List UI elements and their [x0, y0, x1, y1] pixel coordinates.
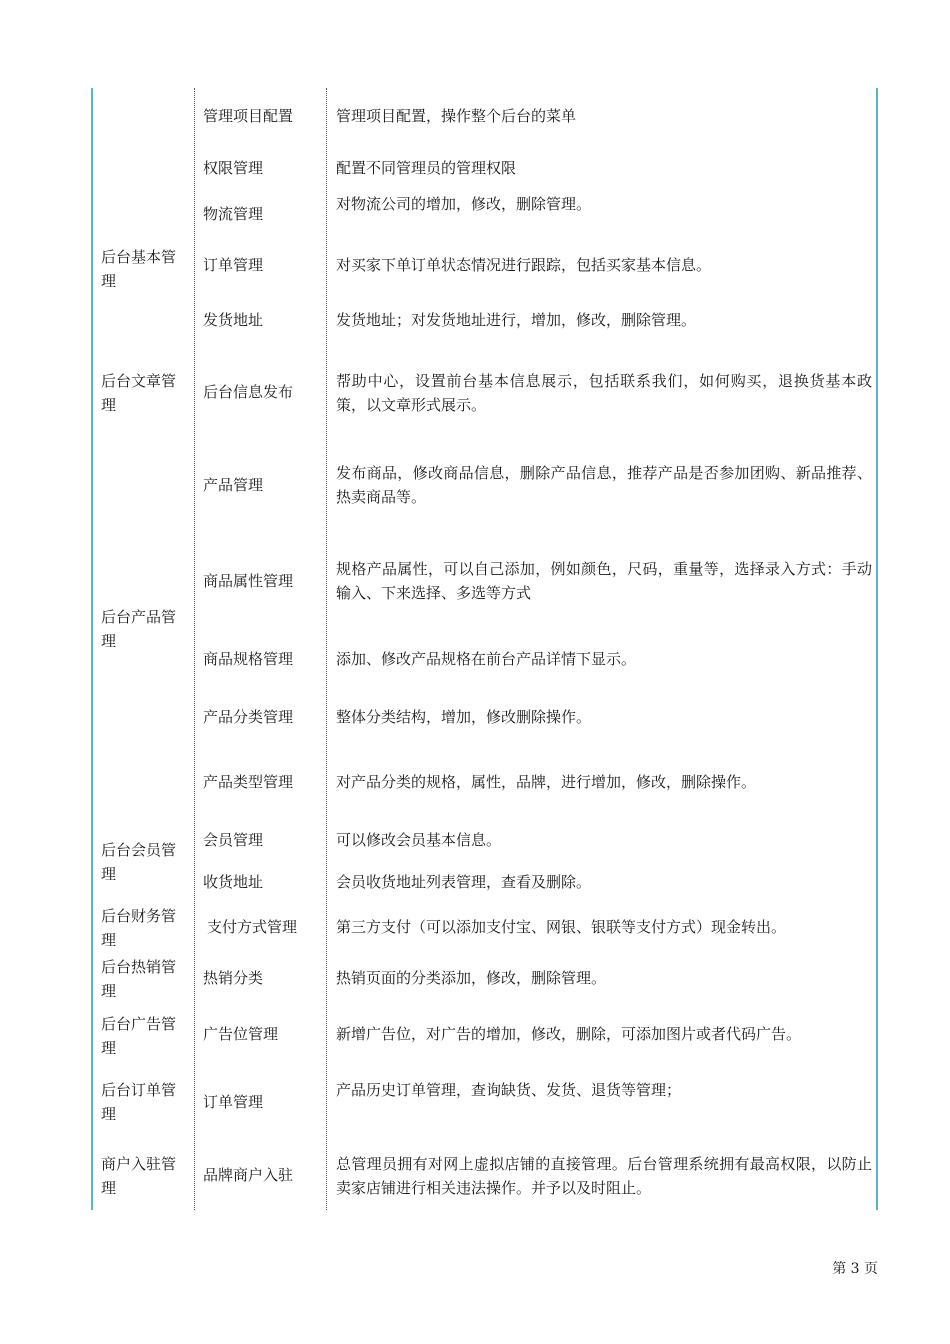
- description-cell: 规格产品属性，可以自己添加，例如颜色，尺码，重量等，选择录入方式：手动输入、下来选择、多选等方式: [336, 560, 872, 602]
- item-cell: 品牌商户入驻: [203, 1166, 294, 1184]
- column-divider-2: [326, 88, 327, 1210]
- description-cell: 对物流公司的增加，修改，删除管理。: [336, 195, 592, 213]
- category-product: 后台产品管理: [101, 608, 177, 650]
- item-cell: 订单管理: [203, 1093, 264, 1111]
- description-cell: 会员收货地址列表管理，查看及删除。: [336, 873, 592, 891]
- table-right-border: [876, 88, 878, 1210]
- description-cell: 帮助中心，设置前台基本信息展示，包括联系我们，如何购买，退换货基本政策，以文章形式展示。: [336, 372, 872, 414]
- description-cell: 可以修改会员基本信息。: [336, 831, 502, 849]
- description-cell: 发货地址；对发货地址进行，增加，修改，删除管理。: [336, 311, 697, 329]
- description-cell: 新增广告位，对广告的增加，修改，删除，可添加图片或者代码广告。: [336, 1025, 802, 1043]
- category-article: 后台文章管理: [101, 372, 177, 414]
- item-cell: 会员管理: [203, 831, 264, 849]
- description-cell: 管理项目配置，操作整个后台的菜单: [336, 107, 577, 125]
- table-left-border: [91, 88, 93, 1210]
- item-cell: 权限管理: [203, 159, 264, 177]
- page-number: 第 3 页: [832, 1261, 878, 1277]
- description-cell: 发布商品，修改商品信息，删除产品信息，推荐产品是否参加团购、新品推荐、热卖商品等。: [336, 464, 872, 506]
- description-cell: 第三方支付（可以添加支付宝、网银、银联等支付方式）现金转出。: [336, 918, 787, 936]
- column-divider-1: [194, 88, 195, 1210]
- category-hot: 后台热销管理: [101, 958, 177, 1000]
- category-finance: 后台财务管理: [101, 907, 177, 949]
- item-cell: 订单管理: [203, 256, 264, 274]
- item-cell: 物流管理: [203, 205, 264, 223]
- category-ads: 后台广告管理: [101, 1015, 177, 1057]
- item-cell: 产品管理: [203, 476, 264, 494]
- item-cell: 热销分类: [203, 969, 264, 987]
- item-cell: 广告位管理: [203, 1025, 279, 1043]
- description-cell: 对产品分类的规格，属性，品牌，进行增加，修改，删除操作。: [336, 773, 757, 791]
- description-cell: 产品历史订单管理，查询缺货、发货、退货等管理；: [336, 1081, 682, 1099]
- item-cell: 商品属性管理: [203, 572, 294, 590]
- item-cell: 管理项目配置: [203, 107, 294, 125]
- description-cell: 添加、修改产品规格在前台产品详情下显示。: [336, 650, 637, 668]
- item-cell: 产品分类管理: [203, 708, 294, 726]
- category-member: 后台会员管理: [101, 841, 177, 883]
- item-cell: 商品规格管理: [203, 650, 294, 668]
- item-cell: 产品类型管理: [203, 773, 294, 791]
- category-merchant: 商户入驻管理: [101, 1155, 177, 1197]
- item-cell: 后台信息发布: [203, 383, 294, 401]
- category-orders: 后台订单管理: [101, 1081, 177, 1123]
- description-cell: 配置不同管理员的管理权限: [336, 159, 517, 177]
- description-cell: 总管理员拥有对网上虚拟店铺的直接管理。后台管理系统拥有最高权限，以防止卖家店铺进行相关违法操作。并予以及时阻止。: [336, 1155, 872, 1197]
- category-basic: 后台基本管理: [101, 248, 177, 290]
- item-cell: 收货地址: [203, 873, 264, 891]
- description-cell: 热销页面的分类添加，修改，删除管理。: [336, 969, 607, 987]
- item-cell: 支付方式管理: [207, 918, 298, 936]
- description-cell: 整体分类结构，增加，修改删除操作。: [336, 708, 592, 726]
- description-cell: 对买家下单订单状态情况进行跟踪，包括买家基本信息。: [336, 256, 712, 274]
- item-cell: 发货地址: [203, 311, 264, 329]
